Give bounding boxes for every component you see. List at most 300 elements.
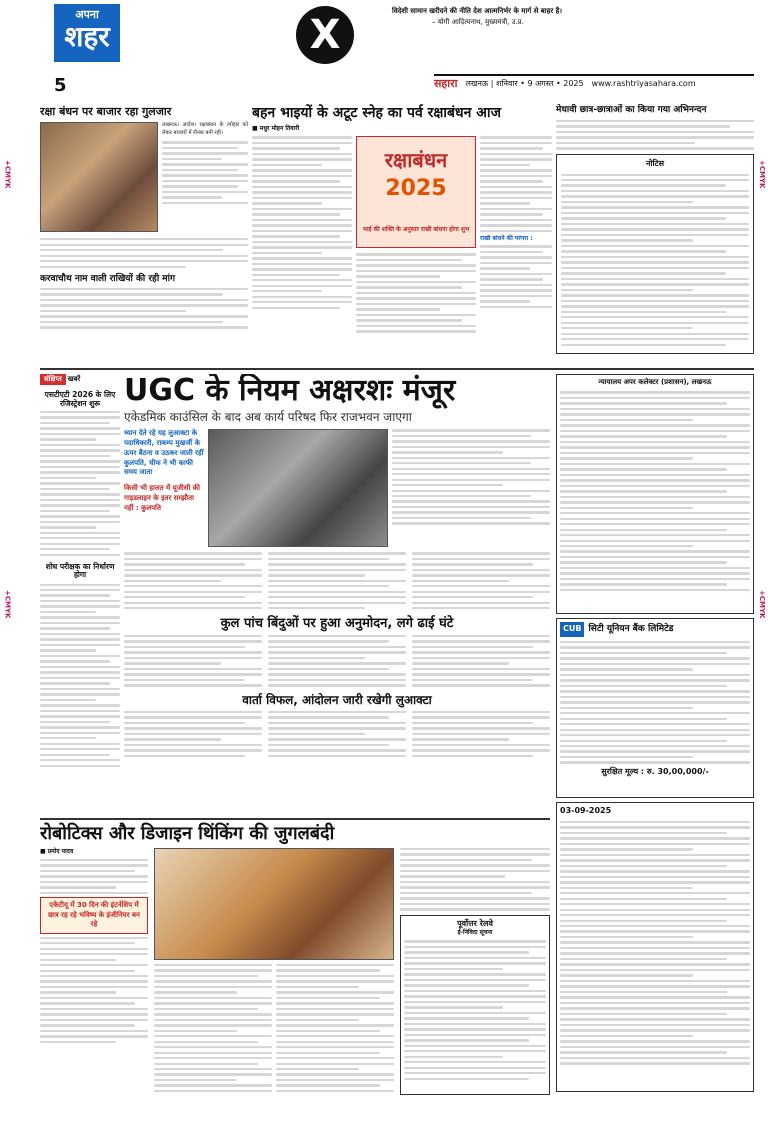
- text-line: [404, 1045, 546, 1047]
- text-line: [124, 668, 262, 670]
- text-line: [40, 726, 120, 728]
- text-line: [560, 435, 727, 437]
- text-line: [480, 295, 552, 297]
- text-line: [40, 477, 96, 479]
- text-line: [556, 125, 730, 127]
- pull-quote: किसी भी हालत में यूजीसी की गाइडलाइन के इतर सम्झौता नहीं : कुलपति: [124, 484, 200, 512]
- text-line: [560, 452, 750, 454]
- text-line: [412, 607, 550, 609]
- text-line: [252, 169, 352, 171]
- text-line: [162, 202, 248, 204]
- text-line: [560, 468, 727, 470]
- text-line: [560, 446, 750, 448]
- text-line: [40, 315, 248, 317]
- text-line: [561, 184, 726, 186]
- text-line: [124, 679, 245, 681]
- text-line: [561, 256, 749, 258]
- students-lab-photo: [154, 848, 394, 960]
- text-line: [412, 635, 550, 637]
- text-line: [40, 1024, 135, 1026]
- text-line: [154, 1030, 237, 1032]
- text-line: [252, 213, 340, 215]
- body-text: [40, 411, 120, 556]
- text-line: [40, 411, 120, 413]
- text-line: [40, 980, 148, 982]
- text-line: [356, 264, 476, 266]
- text-line: [560, 837, 750, 839]
- body-text: [124, 711, 262, 760]
- text-line: [560, 1046, 750, 1048]
- text-line: [412, 640, 550, 642]
- text-line: [560, 679, 750, 681]
- text-line: [560, 512, 750, 514]
- text-line: [560, 1013, 727, 1015]
- text-line: [356, 292, 476, 294]
- text-line: [480, 208, 552, 210]
- byline-name: मधुर मोहन तिवारी: [259, 125, 300, 133]
- text-line: [560, 463, 750, 465]
- text-line: [412, 684, 550, 686]
- rakshabandhan-banner: [356, 136, 476, 248]
- text-line: [40, 622, 120, 624]
- text-line: [154, 969, 272, 971]
- text-line: [400, 853, 550, 855]
- text-line: [40, 310, 186, 312]
- text-line: [480, 262, 552, 264]
- text-line: [40, 1041, 116, 1043]
- text-line: [392, 446, 550, 448]
- text-line: [40, 737, 96, 739]
- text-line: [40, 991, 116, 993]
- text-line: [560, 826, 750, 828]
- text-line: [40, 721, 110, 723]
- text-line: [124, 651, 262, 653]
- text-line: [560, 589, 750, 591]
- text-line: [560, 865, 727, 867]
- text-line: [561, 239, 693, 241]
- text-line: [124, 563, 245, 565]
- text-line: [480, 245, 552, 247]
- quote-author: – योगी आदित्यनाथ, मुख्यमंत्री, उ.प्र.: [432, 17, 524, 26]
- text-line: [276, 1068, 359, 1070]
- text-line: [124, 722, 245, 724]
- text-line: [392, 495, 531, 497]
- text-line: [40, 859, 148, 861]
- text-line: [268, 755, 406, 757]
- text-line: [392, 457, 550, 459]
- text-line: [400, 892, 532, 894]
- text-line: [561, 228, 749, 230]
- body-text: [40, 584, 120, 767]
- text-line: [404, 1056, 503, 1058]
- text-line: [400, 903, 550, 905]
- text-line: [40, 997, 148, 999]
- text-line: [560, 947, 750, 949]
- body-text: [412, 711, 550, 760]
- text-line: [412, 552, 550, 554]
- text-line: [392, 473, 550, 475]
- robotics-subhead: एकेटीयू में 30 दिन की इंटर्नशिप में छात्र रह रहे भविष्य के इंजीनियर बन रहे: [40, 897, 148, 933]
- text-line: [404, 1061, 546, 1063]
- text-line: [356, 259, 462, 261]
- text-line: [252, 175, 352, 177]
- text-line: [412, 711, 550, 713]
- text-line: [560, 925, 750, 927]
- logo-big-text: शहर: [64, 19, 110, 53]
- byline-name: प्रमोद यादव: [47, 847, 74, 855]
- text-line: [412, 749, 550, 751]
- text-line: [40, 655, 120, 657]
- text-line: [480, 224, 552, 226]
- text-line: [404, 968, 503, 970]
- text-line: [412, 733, 550, 735]
- text-line: [40, 416, 120, 418]
- story-headline: करवाचौथ नाम वाली राखियों की रही मांग: [40, 273, 176, 284]
- text-line: [252, 268, 352, 270]
- text-line: [154, 1079, 237, 1081]
- badge-short: संक्षिप्त: [40, 374, 66, 385]
- short-news-headline: शोध परीक्षक का निर्धारण होगा: [45, 562, 115, 580]
- text-line: [560, 903, 750, 905]
- text-line: [560, 1051, 727, 1053]
- text-line: [276, 1090, 394, 1092]
- website-link[interactable]: www.rashtriyasahara.com: [591, 78, 696, 88]
- text-line: [268, 679, 406, 681]
- text-line: [268, 569, 406, 571]
- text-line: [252, 136, 352, 138]
- university-building-photo: [208, 429, 388, 547]
- text-line: [561, 333, 749, 335]
- text-line: [560, 870, 750, 872]
- text-line: [252, 202, 322, 204]
- text-line: [40, 616, 120, 618]
- text-line: [560, 1007, 750, 1009]
- text-line: [40, 693, 120, 695]
- text-line: [404, 940, 546, 942]
- text-line: [356, 308, 440, 310]
- text-line: [560, 930, 750, 932]
- text-line: [392, 468, 550, 470]
- text-line: [560, 430, 750, 432]
- text-line: [412, 569, 550, 571]
- text-line: [400, 870, 550, 872]
- text-line: [561, 174, 749, 176]
- text-line: [356, 281, 476, 283]
- market-photo: [40, 122, 158, 232]
- text-line: [40, 875, 148, 877]
- bank-name: सिटी यूनियन बैंक लिमिटेड: [588, 624, 674, 635]
- text-line: [400, 881, 550, 883]
- text-line: [561, 234, 749, 236]
- text-line: [276, 964, 394, 966]
- text-line: [124, 749, 262, 751]
- text-line: [404, 1039, 529, 1041]
- text-line: [412, 679, 533, 681]
- text-line: [561, 206, 749, 208]
- text-line: [356, 275, 440, 277]
- text-line: [556, 136, 754, 138]
- text-line: [561, 179, 749, 181]
- text-line: [40, 594, 110, 596]
- text-line: [400, 859, 532, 861]
- body-text: [268, 711, 406, 760]
- text-line: [154, 991, 237, 993]
- text-line: [40, 249, 223, 251]
- text-line: [40, 699, 96, 701]
- dateline: लखनऊ | शनिवार • 9 अगस्त • 2025: [465, 78, 584, 88]
- story-students: [556, 104, 754, 364]
- body-text: [276, 964, 394, 1096]
- text-line: [252, 164, 322, 166]
- text-line: [560, 550, 750, 552]
- text-line: [40, 422, 110, 424]
- text-line: [40, 732, 120, 734]
- text-line: [40, 444, 120, 446]
- text-line: [268, 646, 406, 648]
- text-line: [162, 152, 248, 154]
- badge-news: खबरें: [67, 375, 81, 383]
- text-line: [124, 585, 262, 587]
- ugc-headline: UGC के नियम अक्षरशः मंजूर: [124, 374, 456, 408]
- text-line: [40, 455, 110, 457]
- text-line: [560, 701, 750, 703]
- text-line: [124, 755, 245, 757]
- text-line: [268, 744, 389, 746]
- text-line: [40, 427, 120, 429]
- paper-logo: सहारा: [434, 76, 458, 90]
- text-line: [276, 991, 394, 993]
- reserve-price: सुरक्षित मूल्य : रु. 30,00,000/-: [601, 766, 709, 776]
- text-line: [268, 552, 406, 554]
- text-line: [40, 970, 135, 972]
- text-line: [124, 727, 262, 729]
- text-line: [480, 136, 552, 138]
- text-line: [412, 722, 533, 724]
- text-line: [276, 980, 394, 982]
- text-line: [40, 438, 96, 440]
- text-line: [40, 521, 120, 523]
- text-line: [40, 304, 248, 306]
- text-line: [40, 666, 120, 668]
- text-line: [560, 745, 750, 747]
- text-line: [560, 848, 693, 850]
- text-line: [560, 391, 750, 393]
- text-line: [154, 986, 272, 988]
- banner-caption: भाई की शक्ति के अनुसार राखी बांधना होगा शुभ: [362, 226, 470, 234]
- quote-text: विदेशी सामान खरीदने की नीति देश आत्मनिर्भर के मार्ग से बाहर है।: [392, 7, 562, 15]
- text-line: [392, 490, 550, 492]
- text-line: [276, 1002, 394, 1004]
- text-line: [560, 843, 750, 845]
- text-line: [252, 142, 352, 144]
- text-line: [480, 164, 530, 166]
- short-news-label: [40, 374, 120, 385]
- text-line: [40, 554, 120, 556]
- text-line: [268, 722, 406, 724]
- text-line: [560, 540, 750, 542]
- text-line: [276, 975, 394, 977]
- text-line: [276, 1084, 380, 1086]
- text-line: [40, 1002, 135, 1004]
- text-line: [404, 1001, 546, 1003]
- text-line: [356, 314, 476, 316]
- text-line: [480, 142, 552, 144]
- body-text: [412, 635, 550, 690]
- text-line: [40, 293, 223, 295]
- text-line: [40, 238, 248, 240]
- text-line: [392, 522, 550, 524]
- text-line: [560, 761, 750, 763]
- text-line: [356, 325, 476, 327]
- text-line: [560, 663, 750, 665]
- text-line: [162, 141, 248, 143]
- text-line: [392, 500, 550, 502]
- text-line: [556, 142, 695, 144]
- text-line: [561, 305, 749, 307]
- text-line: [268, 684, 406, 686]
- text-line: [40, 964, 148, 966]
- text-line: [560, 583, 727, 585]
- text-line: [480, 147, 543, 149]
- text-line: [561, 327, 693, 329]
- notice-title: नोटिस: [645, 158, 665, 168]
- text-line: [560, 980, 750, 982]
- text-line: [268, 558, 389, 560]
- text-line: [480, 197, 552, 199]
- sale-notice-ad: [556, 802, 754, 1092]
- text-line: [162, 158, 222, 160]
- text-line: [252, 147, 340, 149]
- text-line: [40, 986, 148, 988]
- text-line: [162, 169, 238, 171]
- text-line: [480, 230, 552, 232]
- text-line: [412, 591, 550, 593]
- text-line: [560, 685, 727, 687]
- text-line: [268, 580, 406, 582]
- text-line: [40, 584, 120, 586]
- text-line: [560, 424, 750, 426]
- text-line: [268, 738, 406, 740]
- text-line: [40, 892, 148, 894]
- text-line: [40, 886, 116, 888]
- text-line: [154, 1035, 272, 1037]
- text-line: [412, 585, 550, 587]
- text-line: [412, 651, 550, 653]
- text-line: [40, 864, 148, 866]
- body-text: [480, 245, 552, 308]
- text-line: [40, 677, 120, 679]
- text-line: [560, 561, 727, 563]
- text-line: [412, 574, 550, 576]
- story-raksha-market: [40, 104, 248, 364]
- page-number: 5: [54, 75, 67, 96]
- text-line: [40, 948, 148, 950]
- text-line: [560, 707, 693, 709]
- text-line: [561, 344, 726, 346]
- text-line: [276, 986, 359, 988]
- text-line: [40, 466, 120, 468]
- text-line: [268, 585, 389, 587]
- railway-title: पूर्वोत्तर रेलवे: [457, 918, 493, 928]
- text-line: [560, 876, 750, 878]
- body-text: [252, 136, 352, 335]
- text-line: [124, 635, 262, 637]
- text-line: [560, 657, 750, 659]
- text-line: [40, 1008, 148, 1010]
- text-line: [561, 201, 693, 203]
- text-line: [40, 526, 96, 528]
- text-line: [252, 153, 352, 155]
- text-line: [40, 759, 120, 761]
- text-line: [404, 1034, 546, 1036]
- text-line: [252, 180, 340, 182]
- text-line: [252, 274, 340, 276]
- text-line: [412, 662, 509, 664]
- text-line: [561, 322, 749, 324]
- text-line: [252, 301, 352, 303]
- text-line: [412, 727, 550, 729]
- body-text: [40, 238, 248, 268]
- text-line: [400, 897, 550, 899]
- text-line: [40, 671, 120, 673]
- body-text: [560, 821, 750, 1065]
- logo-small-text: अपना: [75, 8, 99, 21]
- text-line: [561, 217, 726, 219]
- text-line: [480, 186, 552, 188]
- text-line: [560, 821, 750, 823]
- text-line: [412, 602, 550, 604]
- text-line: [124, 662, 221, 664]
- text-line: [560, 646, 750, 648]
- text-line: [276, 1013, 394, 1015]
- text-line: [40, 449, 120, 451]
- text-line: [40, 754, 110, 756]
- text-line: [560, 974, 693, 976]
- text-line: [560, 892, 750, 894]
- text-line: [40, 326, 248, 328]
- text-line: [268, 607, 365, 609]
- text-line: [252, 208, 352, 210]
- text-line: [40, 704, 120, 706]
- text-line: [252, 263, 352, 265]
- text-line: [276, 1063, 394, 1065]
- robotics-headline: रोबोटिक्स और डिजाइन थिंकिंग की जुगलबंदी: [40, 823, 335, 844]
- section-divider: [40, 368, 754, 370]
- text-line: [356, 286, 462, 288]
- text-line: [124, 558, 262, 560]
- text-line: [268, 657, 365, 659]
- text-line: [560, 996, 750, 998]
- talks-headline: वार्ता विफल, आंदोलन जारी रखेगी लुआक्टा: [242, 692, 432, 707]
- body-text: [400, 848, 550, 911]
- text-line: [40, 433, 120, 435]
- text-line: [40, 510, 110, 512]
- text-line: [124, 673, 262, 675]
- text-line: [40, 748, 120, 750]
- text-line: [154, 1013, 272, 1015]
- body-text: [40, 288, 248, 329]
- text-line: [40, 1035, 148, 1037]
- text-line: [404, 1050, 546, 1052]
- text-line: [124, 640, 262, 642]
- text-line: [40, 493, 120, 495]
- text-line: [561, 283, 749, 285]
- text-line: [560, 854, 750, 856]
- text-line: [560, 397, 750, 399]
- text-line: [560, 859, 750, 861]
- text-line: [561, 300, 749, 302]
- text-line: [276, 969, 380, 971]
